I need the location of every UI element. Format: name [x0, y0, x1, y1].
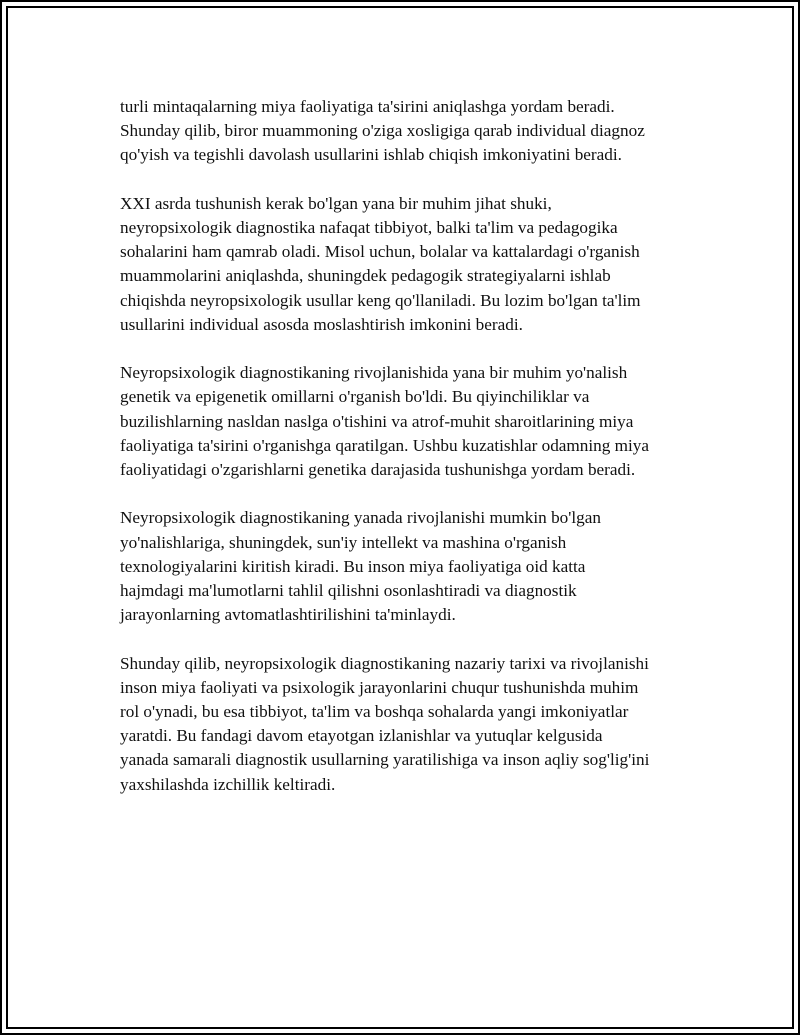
paragraph-5: Shunday qilib, neyropsixologik diagnostikaning nazariy tarixi va rivojlanishi inson miya faoliyati va psixologik jarayonlarini chuqur tushunishda muhim rol o'ynadi, bu esa tibbiyot, ta'lim va boshqa sohalarda yangi imkoniyatlar yaratdi. Bu fandagi davom etayotgan izlanishlar va yutuqlar kelgusida yanada samarali diagnostik usullarning yaratilishiga va inson aqliy sog'lig'ini yaxshilashda izchillik keltiradi.: [120, 653, 650, 794]
paragraph-3: Neyropsixologik diagnostikaning rivojlanishida yana bir muhim yo'nalish genetik va epigenetik omillarni o'rganish bo'ldi. Bu qiyinchiliklar va buzilishlarning nasldan naslga o'tishini va atrof-muhit sharoitlarining miya faoliyatiga ta'sirini o'rganishga qaratilgan. Ushbu kuzatishlar odamning miya faoliyatidagi o'zgarishlarni genetika darajasida tushunishga yordam beradi.: [120, 363, 650, 480]
paragraph-2: XXI asrda tushunish kerak bo'lgan yana bir muhim jihat shuki, neyropsixologik diagnostika nafaqat tibbiyot, balki ta'lim va pedagogika sohalarini ham qamrab oladi. Misol uchun, bolalar va kattalardagi o'rganish muammolarini aniqlashda, shuningdek pedagogik strategiyalarni ishlab chiqishda neyropsixologik usullar keng qo'llaniladi. Bu lozim bo'lgan ta'lim usullarini individual asosda moslashtirish imkonini beradi.: [120, 193, 641, 334]
document-body: [120, 95, 700, 821]
paragraph-4: Neyropsixologik diagnostikaning yanada rivojlanishi mumkin bo'lgan yo'nalishlariga, shuningdek, sun'iy intellekt va mashina o'rganish texnologiyalarini kiritish kiradi. Bu inson miya faoliyatiga oid katta hajmdagi ma'lumotlarni tahlil qilishni osonlashtiradi va diagnostik jarayonlarning avtomatlashtirilishini ta'minlaydi.: [120, 508, 601, 625]
paragraph-1: turli mintaqalarning miya faoliyatiga ta'sirini aniqlashga yordam beradi. Shunday qilib, biror muammoning o'ziga xosligiga qarab individual diagnoz qo'yish va tegishli davolash usullarini ishlab chiqish imkoniyatini beradi.: [120, 97, 645, 165]
